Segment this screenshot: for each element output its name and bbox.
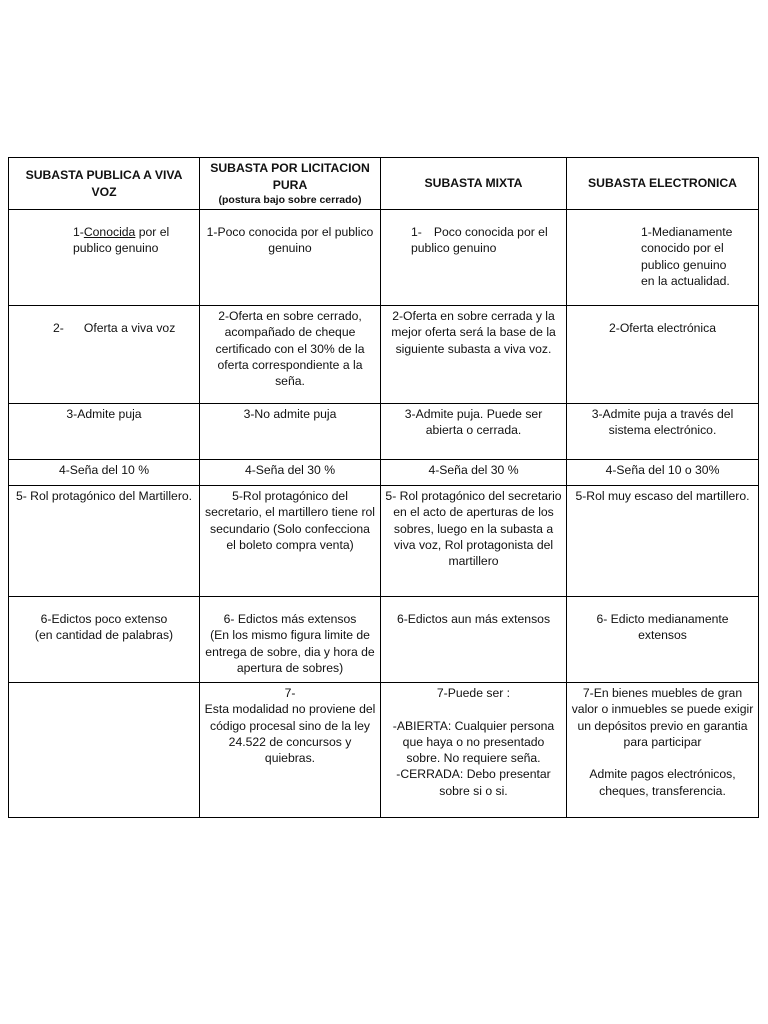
table-row: [9, 460, 759, 486]
cell-r4-c3: 4-Seña del 30 %: [381, 460, 567, 486]
cell-r1-c4: 1-Medianamente conocido por el publico genuino en la actualidad.: [567, 210, 759, 306]
cell-r4-c2: 4-Seña del 30 %: [200, 460, 381, 486]
table-row: [9, 210, 759, 306]
cell-r1-c2: 1-Poco conocida por el publico genuino: [200, 210, 381, 306]
header-electronica: SUBASTA ELECTRONICA: [567, 158, 759, 210]
cell-r7-c2: 7- Esta modalidad no proviene del código procesal sino de la ley 24.522 de concursos y quiebras.: [200, 683, 381, 818]
header-licitacion-pura: SUBASTA POR LICITACION PURA (postura bajo sobre cerrado): [200, 158, 381, 210]
cell-r6-c2: 6- Edictos más extensos (En los mismo figura limite de entrega de sobre, dia y hora de apertura de sobres): [200, 597, 381, 683]
cell-r3-c1: 3-Admite puja: [9, 404, 200, 460]
cell-r5-c2: 5-Rol protagónico del secretario, el martillero tiene rol secundario (Solo confecciona el boleto compra venta): [200, 486, 381, 597]
cell-r4-c4: 4-Seña del 10 o 30%: [567, 460, 759, 486]
underlined-word: Conocida: [83, 225, 136, 239]
cell-r6-c3: 6-Edictos aun más extensos: [381, 597, 567, 683]
table-row: [9, 306, 759, 404]
header-viva-voz: SUBASTA PUBLICA A VIVA VOZ: [9, 158, 200, 210]
cell-r5-c3: 5- Rol protagónico del secretario en el acto de aperturas de los sobres, luego en la subasta a viva voz, Rol protagonista del martillero: [381, 486, 567, 597]
cell-r1-c1: 1-Conocida por el publico genuino: [9, 210, 200, 306]
comparison-table: [8, 157, 759, 818]
cell-r6-c1: 6-Edictos poco extenso (en cantidad de palabras): [9, 597, 200, 683]
cell-r1-c3: 1- Poco conocida por el publico genuino: [381, 210, 567, 306]
cell-r3-c2: 3-No admite puja: [200, 404, 381, 460]
cell-r2-c1: 2- Oferta a viva voz: [9, 306, 200, 404]
header-licitacion-subtitle: (postura bajo sobre cerrado): [218, 193, 362, 206]
cell-r3-c3: 3-Admite puja. Puede ser abierta o cerrada.: [381, 404, 567, 460]
table-row: [9, 683, 759, 818]
table-row: [9, 486, 759, 597]
cell-r2-c4: 2-Oferta electrónica: [567, 306, 759, 404]
cell-r4-c1: 4-Seña del 10 %: [9, 460, 200, 486]
table-row: [9, 597, 759, 683]
cell-r7-c4: 7-En bienes muebles de gran valor o inmuebles se puede exigir un depósitos previo en garantia para participar Admite pagos electrónicos, cheques, transferencia.: [567, 683, 759, 818]
cell-r6-c4: 6- Edicto medianamente extensos: [567, 597, 759, 683]
cell-r5-c1: 5- Rol protagónico del Martillero.: [9, 486, 200, 597]
cell-r2-c2: 2-Oferta en sobre cerrado, acompañado de cheque certificado con el 30% de la oferta correspondiente a la seña.: [200, 306, 381, 404]
cell-r7-c3: 7-Puede ser : -ABIERTA: Cualquier persona que haya o no presentado sobre. No requiere seña. -CERRADA: Debo presentar sobre si o si.: [381, 683, 567, 818]
cell-r2-c3: 2-Oferta en sobre cerrada y la mejor oferta será la base de la siguiente subasta a viva voz.: [381, 306, 567, 404]
table-row: [9, 404, 759, 460]
cell-r7-c1: [9, 683, 200, 818]
header-mixta: SUBASTA MIXTA: [381, 158, 567, 210]
table-header-row: [9, 158, 759, 210]
cell-r5-c4: 5-Rol muy escaso del martillero.: [567, 486, 759, 597]
cell-r3-c4: 3-Admite puja a través del sistema electrónico.: [567, 404, 759, 460]
